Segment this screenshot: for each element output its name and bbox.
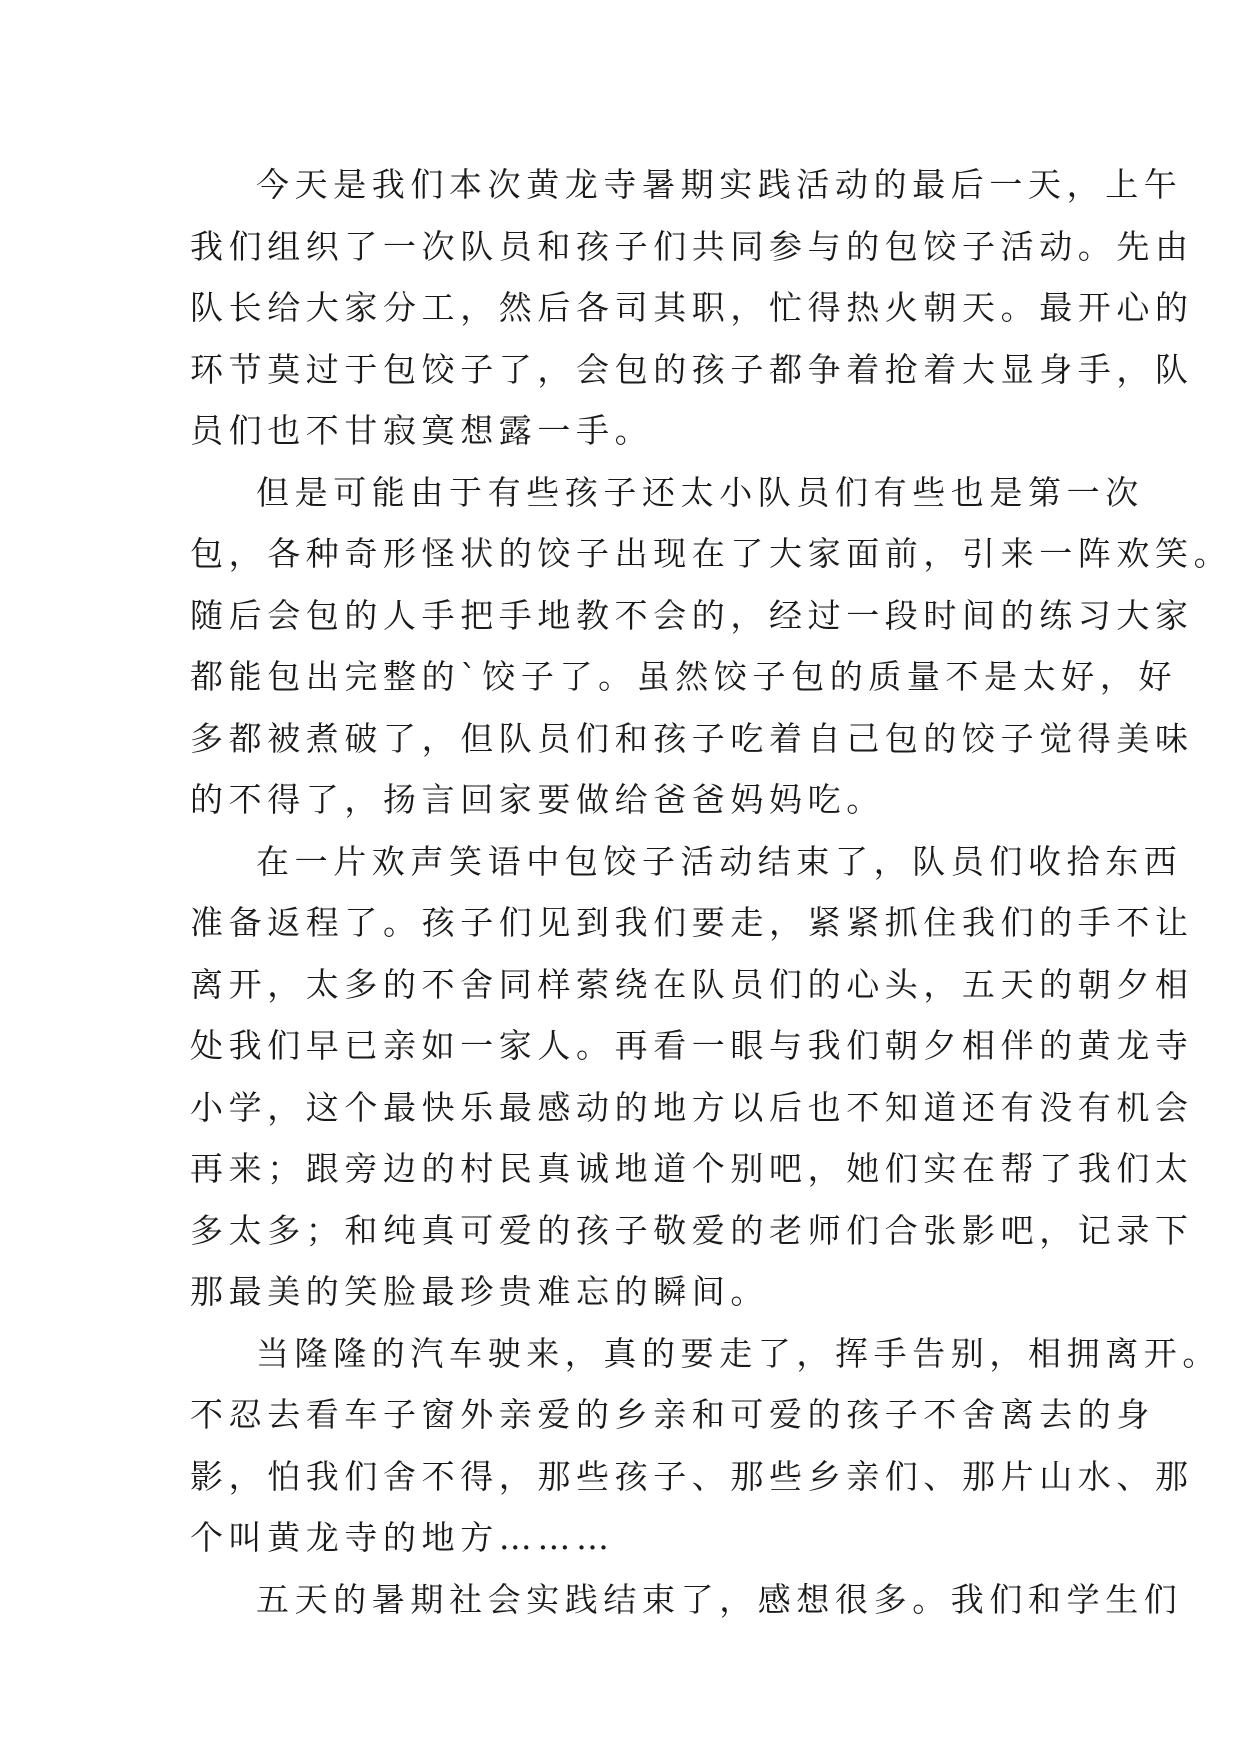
text-line: 都能包出完整的`饺子了。虽然饺子包的质量不是太好，好 (190, 657, 1178, 696)
text-line: 小学，这个最快乐最感动的地方以后也不知道还有没有机会 (190, 1087, 1194, 1127)
text-line: 准备返程了。孩子们见到我们要走，紧紧抓住我们的手不让 (190, 903, 1194, 942)
text-line: 个叫黄龙寺的地方……… (190, 1518, 615, 1557)
text-line: 今天是我们本次黄龙寺暑期实践活动的最后一天，上午 (256, 165, 1183, 204)
text-line: 多都被煮破了，但队员们和孩子吃着自己包的饺子觉得美味 (190, 718, 1194, 758)
text-line: 处我们早已亲如一家人。再看一眼与我们朝夕相伴的黄龙寺 (190, 1026, 1194, 1065)
text-line: 员们也不甘寂寞想露一手。 (190, 411, 654, 450)
text-line: 那最美的笑脸最珍贵难忘的瞬间。 (190, 1272, 769, 1311)
text-line: 离开，太多的不舍同样萦绕在队员们的心头，五天的朝夕相 (190, 964, 1194, 1004)
text-line: 影，怕我们舍不得，那些孩子、那些乡亲们、那片山水、那 (190, 1456, 1194, 1496)
text-line: 的不得了，扬言回家要做给爸爸妈妈吃。 (190, 780, 885, 819)
text-line: 包，各种奇形怪状的饺子出现在了大家面前，引来一阵欢笑。 (190, 534, 1233, 573)
text-line: 环节莫过于包饺子了，会包的孩子都争着抢着大显身手，队 (190, 349, 1194, 389)
text-line: 多太多；和纯真可爱的孩子敬爱的老师们合张影吧，记录下 (190, 1210, 1194, 1250)
document-body (190, 154, 1233, 1630)
text-line: 不忍去看车子窗外亲爱的乡亲和可爱的孩子不舍离去的身 (190, 1395, 1155, 1434)
text-line: 在一片欢声笑语中包饺子活动结束了，队员们收拾东西 (256, 841, 1183, 881)
text-line: 但是可能由于有些孩子还太小队员们有些也是第一次 (256, 472, 1144, 512)
text-line: 当隆隆的汽车驶来，真的要走了，挥手告别，相拥离开。 (256, 1333, 1221, 1373)
text-line: 队长给大家分工，然后各司其职，忙得热火朝天。最开心的 (190, 288, 1194, 327)
text-line: 再来；跟旁边的村民真诚地道个别吧，她们实在帮了我们太 (190, 1149, 1194, 1188)
text-line: 五天的暑期社会实践结束了，感想很多。我们和学生们 (256, 1579, 1183, 1619)
text-line: 随后会包的人手把手地教不会的，经过一段时间的练习大家 (190, 595, 1194, 635)
text-line: 我们组织了一次队员和孩子们共同参与的包饺子活动。先由 (190, 226, 1194, 266)
